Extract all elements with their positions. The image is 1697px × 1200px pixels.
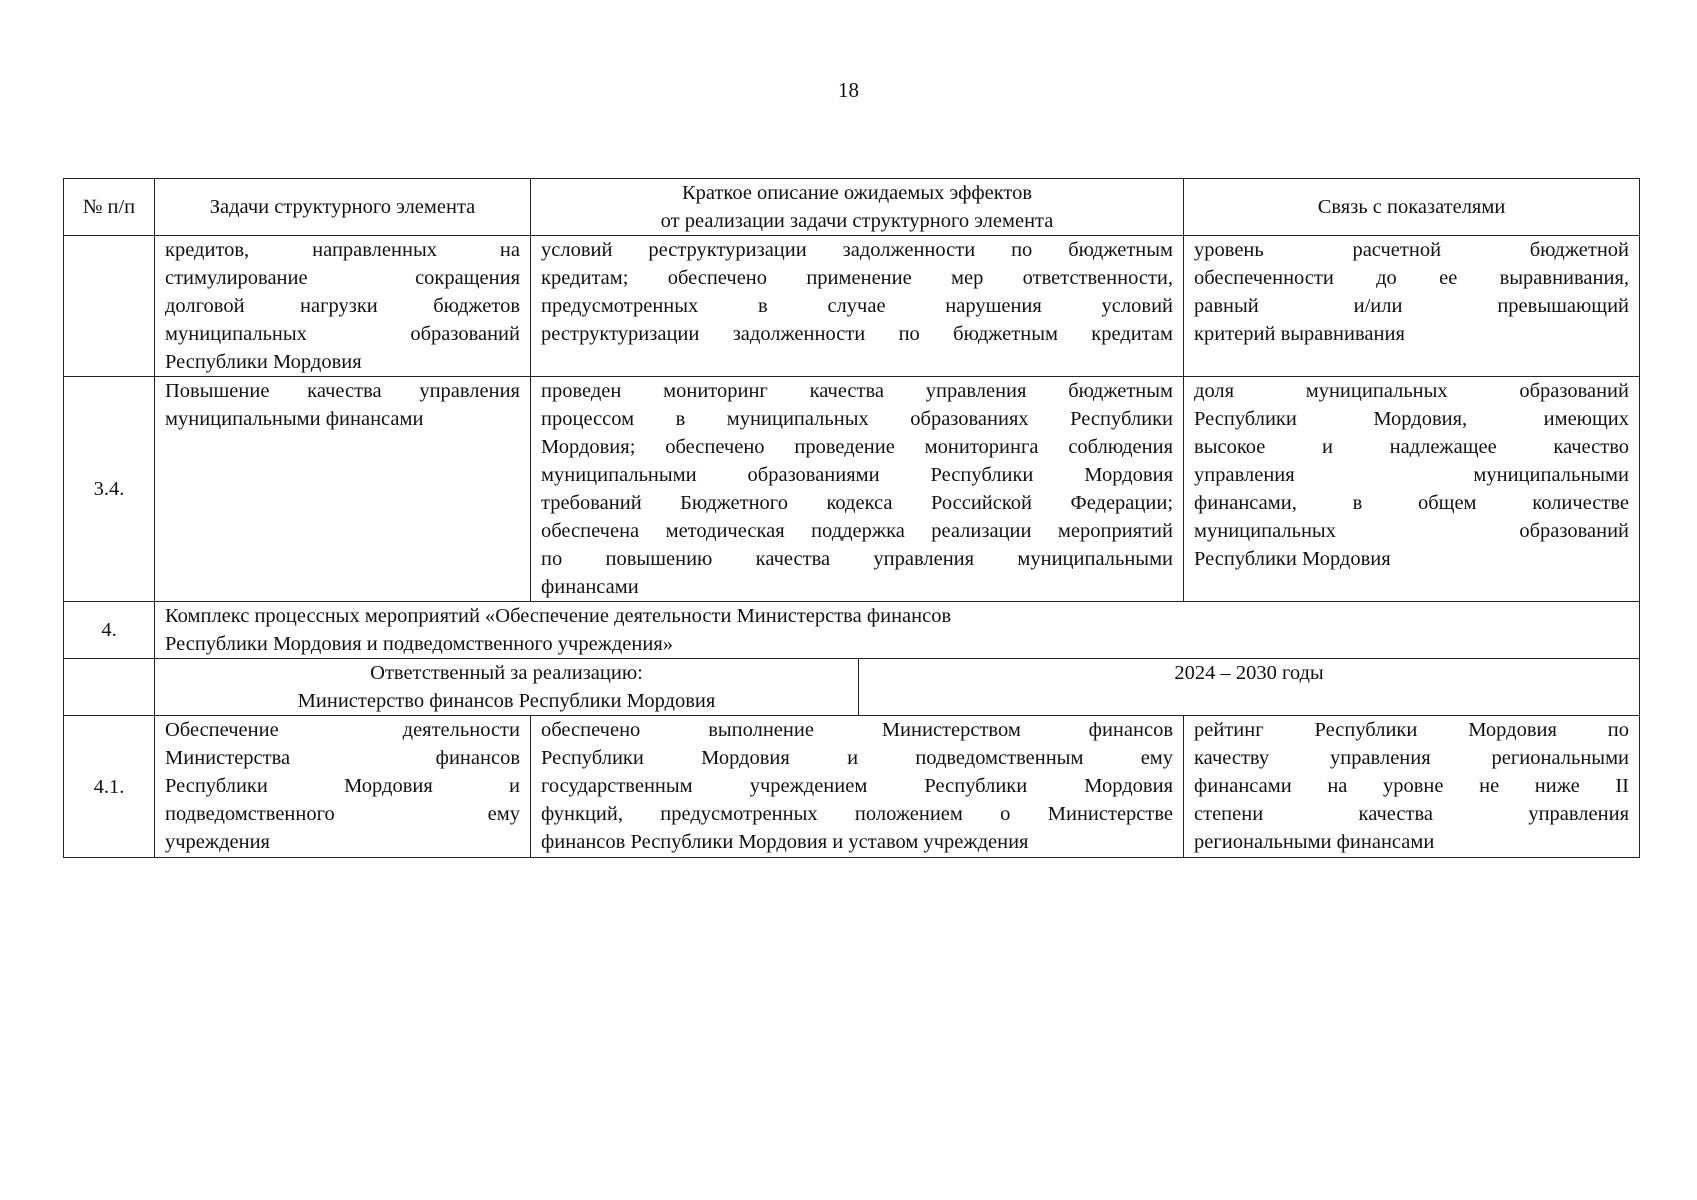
link-line: доля муниципальных образований xyxy=(1194,380,1630,402)
effect-line: по повышению качества управления муниципальными xyxy=(541,548,1174,570)
link-line: критерий выравнивания xyxy=(1194,323,1405,345)
effect-line: финансов Республики Мордовия и уставом учреждения xyxy=(541,831,1029,853)
page-number: 18 xyxy=(838,78,859,102)
row-effects xyxy=(531,716,1184,858)
effect-line: финансами xyxy=(541,576,639,598)
link-line: высокое и надлежащее качество xyxy=(1194,436,1630,458)
row-link xyxy=(1184,236,1640,377)
row-task xyxy=(155,236,531,377)
header-effects-line1: Краткое описание ожидаемых эффектов xyxy=(681,182,1033,204)
row-number: 4. xyxy=(64,602,155,659)
link-line: Республики Мордовия xyxy=(1194,548,1391,570)
task-line: подведомственного ему xyxy=(165,803,520,825)
effect-line: условий реструктуризации задолженности по бюджетным xyxy=(541,239,1174,261)
effect-line: государственным учреждением Республики Мордовия xyxy=(541,775,1174,797)
row-number: 4.1. xyxy=(64,716,155,858)
header-col-number: № п/п xyxy=(64,179,155,236)
header-effects-line2: от реализации задачи структурного элемента xyxy=(660,210,1054,232)
effect-line: муниципальными образованиями Республики Мордовия xyxy=(541,464,1174,486)
task-line: учреждения xyxy=(165,831,270,853)
task-line: Республики Мордовия и xyxy=(165,775,520,797)
header-col-effects xyxy=(531,179,1184,236)
task-line: кредитов, направленных на xyxy=(165,239,520,261)
task-line: муниципальных образований xyxy=(165,323,520,345)
effect-line: обеспечено выполнение Министерством финансов xyxy=(541,719,1174,741)
link-line: муниципальных образований xyxy=(1194,520,1630,542)
header-col-link: Связь с показателями xyxy=(1184,179,1640,236)
effect-line: Мордовия; обеспечено проведение мониторинга соблюдения xyxy=(541,436,1174,458)
effect-line: обеспечена методическая поддержка реализации мероприятий xyxy=(541,520,1174,542)
link-line: степени качества управления xyxy=(1194,803,1630,825)
row-link xyxy=(1184,377,1640,602)
row-number xyxy=(64,236,155,377)
row-effects xyxy=(531,236,1184,377)
complex-title-line2: Республики Мордовия и подведомственного учреждения» xyxy=(165,633,674,655)
link-line: уровень расчетной бюджетной xyxy=(1194,239,1630,261)
link-line: финансами, в общем количестве xyxy=(1194,492,1630,514)
effect-line: процессом в муниципальных образованиях Республики xyxy=(541,408,1174,430)
table-header-row xyxy=(64,179,1640,236)
link-line: финансами на уровне не ниже II xyxy=(1194,775,1630,797)
table-row xyxy=(64,377,1640,602)
effect-line: кредитам; обеспечено применение мер ответственности, xyxy=(541,267,1174,289)
table-row xyxy=(64,236,1640,377)
effect-line: проведен мониторинг качества управления бюджетным xyxy=(541,380,1174,402)
link-line: управления муниципальными xyxy=(1194,464,1630,486)
link-line: качеству управления региональными xyxy=(1194,747,1630,769)
measures-table xyxy=(63,178,1640,858)
task-line: долговой нагрузки бюджетов xyxy=(165,295,520,317)
responsible-label: Ответственный за реализацию: xyxy=(370,662,643,684)
task-line: Обеспечение деятельности xyxy=(165,719,520,741)
link-line: Республики Мордовия, имеющих xyxy=(1194,408,1630,430)
link-line: региональными финансами xyxy=(1194,831,1435,853)
link-line: равный и/или превышающий xyxy=(1194,295,1630,317)
header-col-tasks: Задачи структурного элемента xyxy=(155,179,531,236)
task-line: Министерства финансов xyxy=(165,747,520,769)
task-line: Республики Мордовия xyxy=(165,351,362,373)
link-line: обеспеченности до ее выравнивания, xyxy=(1194,267,1630,289)
row-task xyxy=(155,716,531,858)
row-effects xyxy=(531,377,1184,602)
effect-line: реструктуризации задолженности по бюджетным кредитам xyxy=(541,323,1174,345)
effect-line: Республики Мордовия и подведомственным ему xyxy=(541,747,1174,769)
responsible-org: Министерство финансов Республики Мордовия xyxy=(297,690,716,712)
complex-row xyxy=(64,602,1640,659)
link-line: рейтинг Республики Мордовия по xyxy=(1194,719,1630,741)
effect-line: предусмотренных в случае нарушения условий xyxy=(541,295,1174,317)
task-line: муниципальными финансами xyxy=(165,408,424,430)
row-link xyxy=(1184,716,1640,858)
effect-line: требований Бюджетного кодекса Российской Федерации; xyxy=(541,492,1174,514)
complex-title-line1: Комплекс процессных мероприятий «Обеспечение деятельности Министерства финансов xyxy=(165,605,952,627)
task-line: стимулирование сокращения xyxy=(165,267,520,289)
responsible-cell xyxy=(155,659,859,716)
responsible-row xyxy=(64,659,1640,716)
table-row xyxy=(64,716,1640,858)
period-cell: 2024 – 2030 годы xyxy=(859,659,1640,716)
row-number-empty xyxy=(64,659,155,716)
complex-title xyxy=(155,602,1640,659)
row-task xyxy=(155,377,531,602)
task-line: Повышение качества управления xyxy=(165,380,520,402)
row-number: 3.4. xyxy=(64,377,155,602)
effect-line: функций, предусмотренных положением о Министерстве xyxy=(541,803,1174,825)
